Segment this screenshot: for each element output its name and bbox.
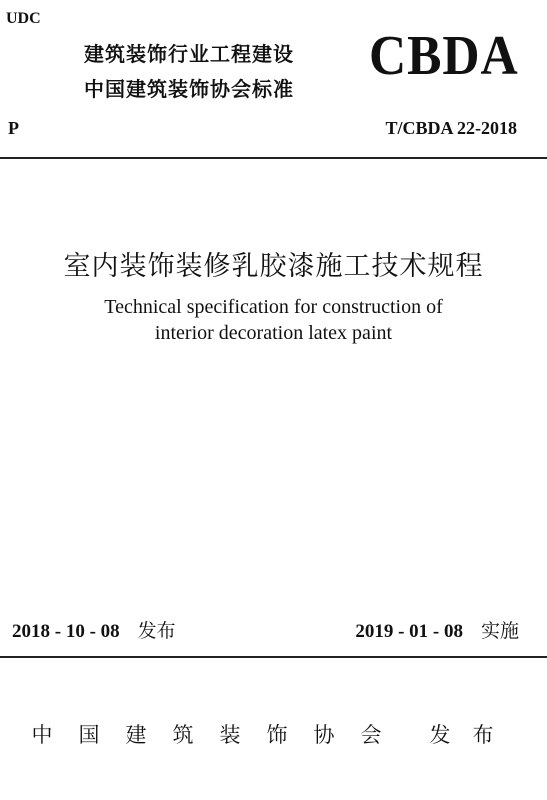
top-divider: [0, 157, 547, 159]
publish-action: 发布: [429, 723, 516, 747]
publisher-line: [0, 719, 547, 749]
standard-number: T/CBDA 22-2018: [385, 118, 517, 138]
issue-label: 发布: [137, 620, 176, 642]
implement-label: 实施: [480, 620, 519, 642]
title-english-line2: interior decoration latex paint: [154, 322, 393, 344]
issue-date-block: [12, 616, 176, 643]
issue-date: 2018 - 10 - 08: [12, 621, 120, 642]
title-english-line1: Technical specification for construction of: [104, 296, 443, 318]
classification-code: P: [8, 118, 19, 138]
standard-category-line2: 中国建筑装饰协会标准: [84, 77, 294, 101]
title-chinese: 室内装饰装修乳胶漆施工技术规程: [63, 251, 484, 282]
standard-category-line1: 建筑装饰行业工程建设: [84, 42, 294, 66]
implement-date: 2019 - 01 - 08: [355, 621, 463, 642]
publisher-name: 中国建筑装饰协会: [31, 723, 408, 747]
implement-date-block: [355, 616, 519, 643]
bottom-divider: [0, 656, 547, 658]
udc-label: UDC: [6, 10, 41, 27]
cbda-logo: CBDA: [369, 25, 519, 87]
